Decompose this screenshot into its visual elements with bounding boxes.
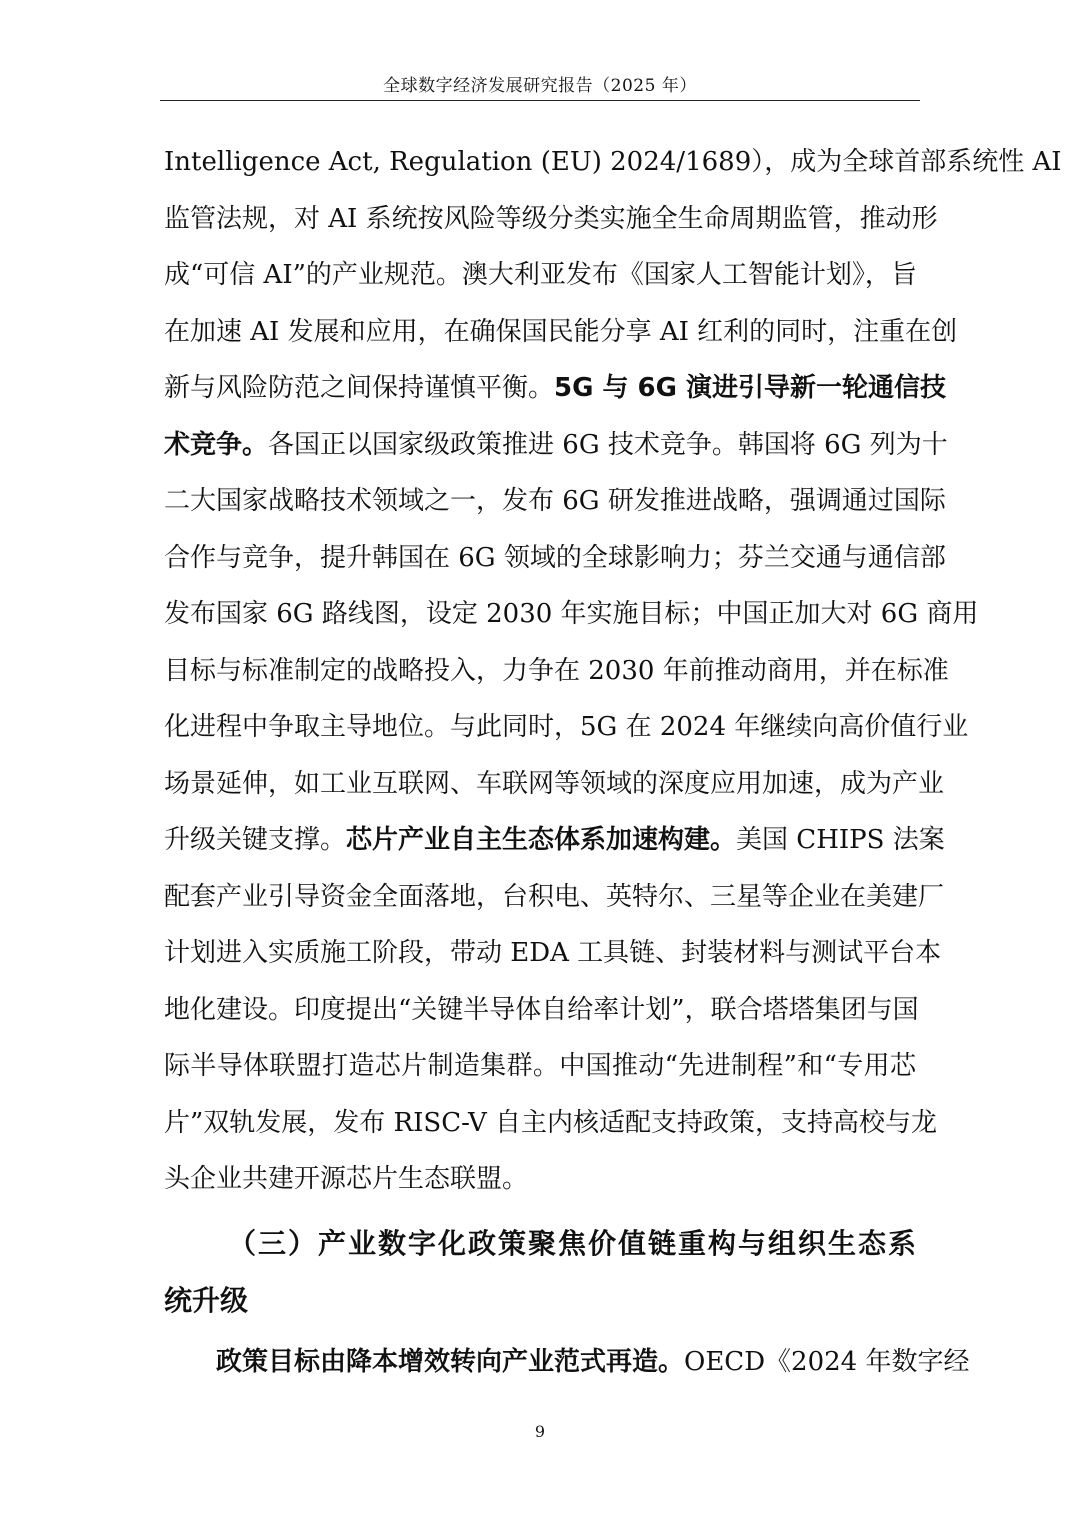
section-heading-line2: 统升级 xyxy=(164,1284,249,1317)
paragraph-line: Intelligence Act, Regulation (EU) 2024/1689），成为全球首部系统性 AI xyxy=(164,147,1062,177)
paragraph-line: 目标与标准制定的战略投入，力争在 2030 年前推动商用，并在标准 xyxy=(164,655,949,686)
paragraph-line: 二大国家战略技术领域之一，发布 6G 研发推进战略，强调通过国际 xyxy=(164,486,946,516)
paragraph-line: 片”双轨发展，发布 RISC-V 自主内核适配支持政策，支持高校与龙 xyxy=(164,1107,938,1138)
page-header-title: 全球数字经济发展研究报告（2025 年） xyxy=(383,76,697,96)
paragraph-line: 在加速 AI 发展和应用，在确保国民能分享 AI 红利的同时，注重在创 xyxy=(164,316,958,347)
paragraph-line: 地化建设。印度提出“关键半导体自给率计划”，联合塔塔集团与国 xyxy=(164,994,919,1025)
paragraph-second xyxy=(216,1334,970,1391)
paragraph-line xyxy=(216,1334,970,1391)
paragraph-line: 发布国家 6G 路线图，设定 2030 年实施目标；中国正加大对 6G 商用 xyxy=(164,599,979,629)
paragraph-line: 计划进入实质施工阶段，带动 EDA 工具链、封装材料与测试平台本 xyxy=(164,938,942,968)
paragraph-line: 场景延伸，如工业互联网、车联网等领域的深度应用加速，成为产业 xyxy=(164,768,945,799)
page-number: 9 xyxy=(534,1422,546,1441)
paragraph-main xyxy=(164,134,1062,1208)
line-text: OECD《2024 年数字经 xyxy=(684,1347,970,1377)
paragraph-line: 头企业共建开源芯片生态联盟。 xyxy=(164,1164,529,1194)
paragraph-line: 成“可信 AI”的产业规范。澳大利亚发布《国家人工智能计划》，旨 xyxy=(164,260,917,290)
line-text: 升级关键支撑。 xyxy=(164,825,347,855)
line-text: 各国正以国家级政策推进 6G 技术竞争。韩国将 6G 列为十 xyxy=(268,429,948,460)
paragraph-line xyxy=(164,417,948,474)
paragraph-line: 配套产业引导资金全面落地，台积电、英特尔、三星等企业在美建厂 xyxy=(164,881,945,912)
line-text: 美国 CHIPS 法案 xyxy=(736,825,945,855)
paragraph-line xyxy=(164,812,945,869)
header-divider xyxy=(160,100,920,101)
paragraph-line: 化进程中争取主导地位。与此同时，5G 在 2024 年继续向高价值行业 xyxy=(164,712,969,742)
bold-phrase-continued: 术竞争。 xyxy=(164,429,269,460)
bold-phrase-5g-6g: 5G 与 6G 演进引导新一轮通信技 xyxy=(554,373,947,403)
paragraph-line: 际半导体联盟打造芯片制造集群。中国推动“先进制程”和“专用芯 xyxy=(164,1051,916,1081)
paragraph-line xyxy=(164,360,947,417)
line-text: 新与风险防范之间保持谨慎平衡。 xyxy=(164,373,555,403)
bold-phrase-chip: 芯片产业自主生态体系加速构建。 xyxy=(346,825,737,855)
paragraph-line: 监管法规，对 AI 系统按风险等级分类实施全生命周期监管，推动形 xyxy=(164,203,938,234)
bold-phrase-policy: 政策目标由降本增效转向产业范式再造。 xyxy=(216,1347,685,1377)
paragraph-line: 合作与竞争，提升韩国在 6G 领域的全球影响力；芬兰交通与通信部 xyxy=(164,542,946,573)
section-heading-line1: （三）产业数字化政策聚焦价值链重构与组织生态系 xyxy=(228,1227,916,1260)
